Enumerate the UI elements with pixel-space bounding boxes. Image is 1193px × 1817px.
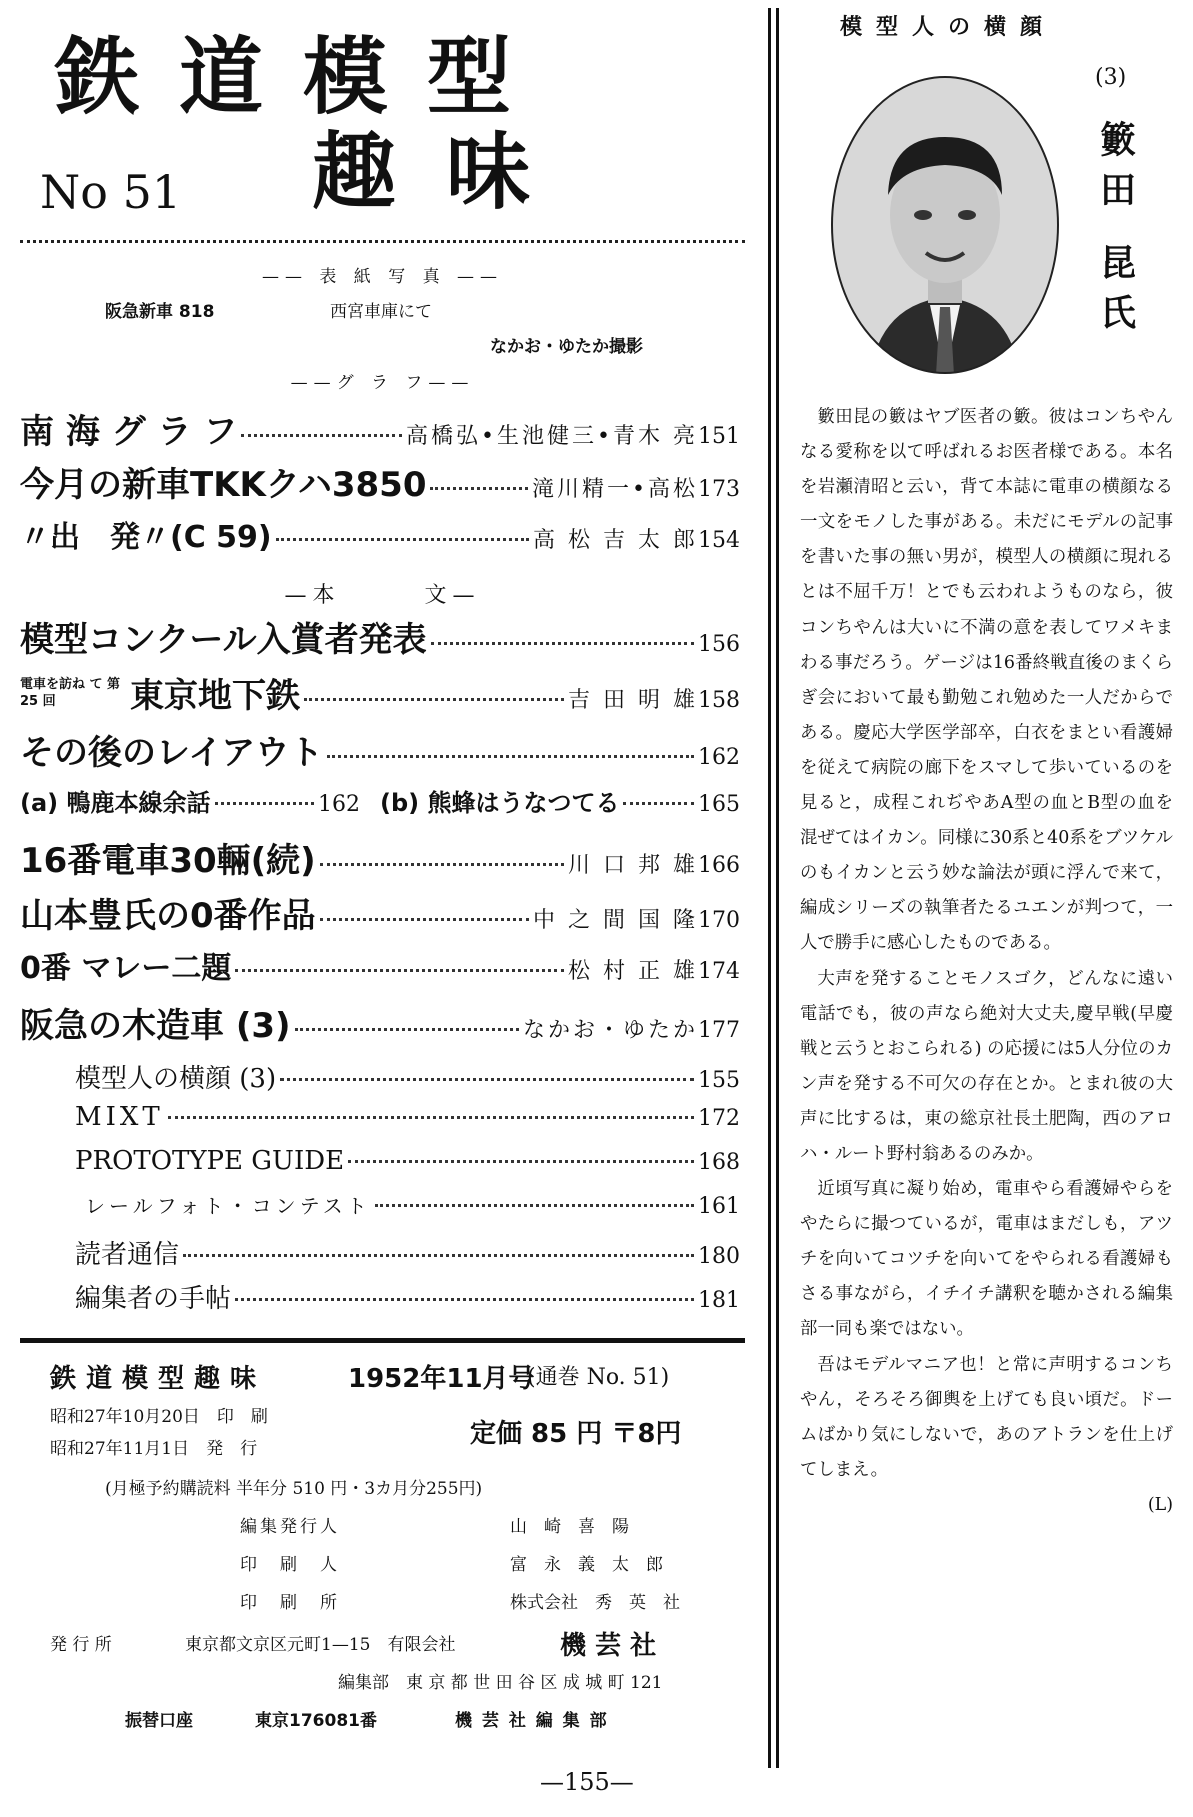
toc-entry <box>75 1234 740 1271</box>
body-heading: —本 文— <box>284 583 481 608</box>
essay-paragraph: 大声を発することモノスゴク，どんなに遠い電話でも，彼の声なら絶対大丈夫,慶早戦(早慶戦と云うとおこられる) の応援には5人分位のカン声を発する不可欠の存在とか。とまれ彼の大声に比するは，東の総京社長土肥陶，西のアロハ・ルート野村翁あるのみか。 <box>800 968 1173 1164</box>
leader-dots <box>327 755 694 758</box>
toc-page: 172 <box>698 1106 740 1131</box>
toc-page: 161 <box>698 1194 740 1219</box>
colophon-publisher-label: 発 行 所 <box>50 1635 112 1655</box>
colophon-publisher-name: 機 芸 社 <box>560 1631 657 1661</box>
toc-title: レールフォト・コンテスト <box>85 1194 371 1218</box>
toc-author: なかお・ゆたか <box>522 1018 698 1043</box>
profile-number: (3) <box>1095 65 1127 90</box>
toc-entry <box>20 888 740 937</box>
profile-name-char: 氏 <box>1100 293 1137 334</box>
essay-paragraph: 近頃写真に凝り始め，電車やら看護婦やらをやたらに撮つているが，電車はまだしも，アツチを向いてコツチを向いてをやられる看護婦もさる事ながら，イチイチ講釈を聴かされる編集部一同も楽ではない。 <box>800 1179 1173 1340</box>
colophon-subscription: (月極予約購読料 半年分 510 円・3カ月分255円) <box>105 1479 483 1499</box>
magazine-title-line1: 鉄道模型 <box>55 28 552 126</box>
leader-dots <box>295 1028 519 1031</box>
toc-entry <box>75 1102 740 1132</box>
profile-essay <box>800 400 1173 1523</box>
toc-page: 168 <box>698 1150 740 1175</box>
dotted-rule <box>20 240 745 243</box>
leader-dots <box>623 802 694 805</box>
toc-entry <box>20 668 740 717</box>
toc-entry <box>85 1190 740 1219</box>
toc-page: 174 <box>698 959 740 984</box>
leader-dots <box>375 1204 694 1207</box>
toc-page: 177 <box>698 1018 740 1043</box>
toc-title: MIXT <box>75 1102 164 1132</box>
leader-dots <box>235 1298 694 1301</box>
leader-dots <box>348 1160 694 1163</box>
colophon-editorial: 編集部 東 京 都 世 田 谷 区 成 城 町 121 <box>338 1673 663 1693</box>
cover-subject: 阪急新車 818 <box>105 302 215 322</box>
toc-entry <box>20 833 740 882</box>
toc-title: 東京地下鉄 <box>130 676 300 716</box>
column-divider <box>768 8 771 1768</box>
toc-title: その後のレイアウト <box>20 733 324 773</box>
toc-kicker: 電車を訪ね て 第 25 回 <box>20 676 121 709</box>
toc-entry <box>20 404 740 453</box>
column-divider <box>776 8 779 1768</box>
toc-title: 〃出 発〃(C 59) <box>20 520 272 555</box>
toc-title: 模型コンクール入賞者発表 <box>20 620 427 660</box>
toc-page: 158 <box>698 688 740 713</box>
toc-title: 今月の新車TKKクハ3850 <box>20 465 427 505</box>
colophon-volume: (通巻 No. 51) <box>527 1365 670 1390</box>
toc-title: 16番電車30輛(続) <box>20 841 316 881</box>
toc-title: PROTOTYPE GUIDE <box>75 1146 345 1176</box>
leader-dots <box>431 642 694 645</box>
issue-number: No 51 <box>40 165 182 219</box>
toc-page: 170 <box>698 908 740 933</box>
toc-page: 165 <box>698 792 740 817</box>
leader-dots <box>215 802 315 805</box>
leader-dots <box>235 969 564 972</box>
leader-dots <box>280 1078 694 1081</box>
colophon-title: 鉄道模型趣味 <box>50 1364 267 1394</box>
toc-page: 162 <box>318 792 360 817</box>
toc-page: 181 <box>698 1288 740 1313</box>
profile-name-char: 籔 <box>1100 120 1137 161</box>
colophon-account: 東京176081番 <box>255 1711 377 1731</box>
toc-page: 162 <box>698 745 740 770</box>
colophon-staff-role: 印 刷 所 <box>240 1593 340 1613</box>
colophon-issue-date: 1952年11月号 <box>348 1364 535 1394</box>
colophon-staff-name: 山 崎 喜 陽 <box>510 1517 629 1537</box>
colophon-price: 定価 85 円 〒8円 <box>470 1419 682 1449</box>
leader-dots <box>304 698 564 701</box>
toc-author: 高橋弘•生池健三•青木 亮 <box>406 424 698 449</box>
colophon-rule <box>20 1338 745 1343</box>
toc-title: 模型人の横顔 (3) <box>75 1064 277 1094</box>
toc-author: 松 村 正 雄 <box>568 959 698 984</box>
toc-entry <box>380 783 740 818</box>
profile-heading: 模型人の横顔 <box>840 15 1057 40</box>
toc-title: 読者通信 <box>75 1240 180 1270</box>
portrait-photo <box>830 75 1060 375</box>
toc-title: 0番 マレー二題 <box>20 951 232 986</box>
toc-page: 155 <box>698 1068 740 1093</box>
toc-author: 高 松 吉 太 郎 <box>533 528 698 553</box>
toc-entry <box>20 457 740 506</box>
toc-title: 南 海 グ ラ フ <box>20 412 238 452</box>
toc-author: 中 之 間 国 隆 <box>533 908 698 933</box>
toc-entry <box>75 1146 740 1176</box>
leader-dots <box>276 538 529 541</box>
graph-heading: ——グ ラ フ—— <box>290 373 475 393</box>
profile-name-char: 田 <box>1100 170 1137 211</box>
toc-page: 180 <box>698 1244 740 1269</box>
leader-dots <box>241 434 402 437</box>
page-number: —155— <box>540 1768 634 1796</box>
toc-entry <box>20 783 360 818</box>
toc-title: 山本豊氏の0番作品 <box>20 896 316 936</box>
toc-author: 滝川精一•高松 <box>532 477 698 502</box>
toc-page: 166 <box>698 853 740 878</box>
colophon-printed: 昭和27年10月20日 印 刷 <box>50 1407 268 1427</box>
toc-author: 川 口 邦 雄 <box>568 853 698 878</box>
colophon-staff-role: 印 刷 人 <box>240 1555 340 1575</box>
toc-title: (a) 鴨鹿本線余話 <box>20 789 211 817</box>
magazine-title-line2: 趣味 <box>312 123 581 221</box>
cover-location: 西宮車庫にて <box>330 302 432 322</box>
toc-author: 吉 田 明 雄 <box>568 688 698 713</box>
toc-page: 154 <box>698 528 740 553</box>
colophon-staff-role: 編集発行人 <box>240 1517 340 1537</box>
toc-page: 173 <box>698 477 740 502</box>
toc-entry <box>20 998 740 1047</box>
toc-entry <box>75 1278 740 1315</box>
toc-entry <box>75 1058 740 1095</box>
leader-dots <box>320 863 564 866</box>
cover-credit: なかお・ゆたか撮影 <box>490 337 643 357</box>
toc-title: 阪急の木造車 (3) <box>20 1006 291 1046</box>
leader-dots <box>320 918 529 921</box>
leader-dots <box>430 487 528 490</box>
colophon-staff-name: 株式会社 秀 英 社 <box>510 1593 680 1613</box>
essay-paragraph: 籔田昆の籔はヤブ医者の籔。彼はコンちやんなる愛称を以て呼ばれるお医者様である。本名を岩瀬清昭と云い，背て本誌に電車の横顔なる一文をモノした事がある。未だにモデルの記事を書いた事の無い男が，模型人の横顔に現れるとは不屈千万！とでも云われようものなら，彼コンちやんは大いに不満の意を表してワメキまわる事だろう。ゲージは16番終戦直後のまくらぎ会において最も勤勉これ勉めた一人だからである。慶応大学医学部卒，白衣をまとい看護婦を従えて病院の廊下をスマして歩いているのを見ると，成程これぢやあA型の血とB型の血を混ぜてはイカン。同様に30系と40系をブツケルのもイカンと云う妙な論法が頭に浮んで来て，編成シリーズの執筆者たるユエンが判つて，一人で勝手に感心したものである。 <box>800 407 1173 954</box>
toc-page: 156 <box>698 632 740 657</box>
essay-signature: (L) <box>1147 1494 1173 1515</box>
toc-entry <box>20 943 740 987</box>
colophon-staff-name: 富 永 義 太 郎 <box>510 1555 663 1575</box>
toc-entry <box>20 725 740 774</box>
leader-dots <box>168 1116 694 1119</box>
toc-entry <box>20 612 740 661</box>
toc-page: 151 <box>698 424 740 449</box>
cover-heading: —— 表 紙 写 真 —— <box>261 267 504 287</box>
profile-name-char: 昆 <box>1100 243 1137 284</box>
toc-title: (b) 熊蜂はうなつてる <box>380 789 620 817</box>
toc-entry <box>20 512 740 556</box>
colophon-published: 昭和27年11月1日 発 行 <box>50 1439 258 1459</box>
leader-dots <box>183 1254 694 1257</box>
colophon-account-label: 振替口座 <box>125 1711 193 1731</box>
colophon-publisher-address: 東京都文京区元町1—15 有限会社 <box>185 1635 456 1655</box>
colophon-account-holder: 機 芸 社 編 集 部 <box>455 1711 609 1731</box>
toc-title: 編集者の手帖 <box>75 1284 232 1314</box>
essay-paragraph: 吾はモデルマニア也！と常に声明するコンちやん，そろそろ御輿を上げても良い頃だ。ドームばかり気にしないで，あのアトランを仕上げてしまえ。 <box>800 1354 1173 1480</box>
